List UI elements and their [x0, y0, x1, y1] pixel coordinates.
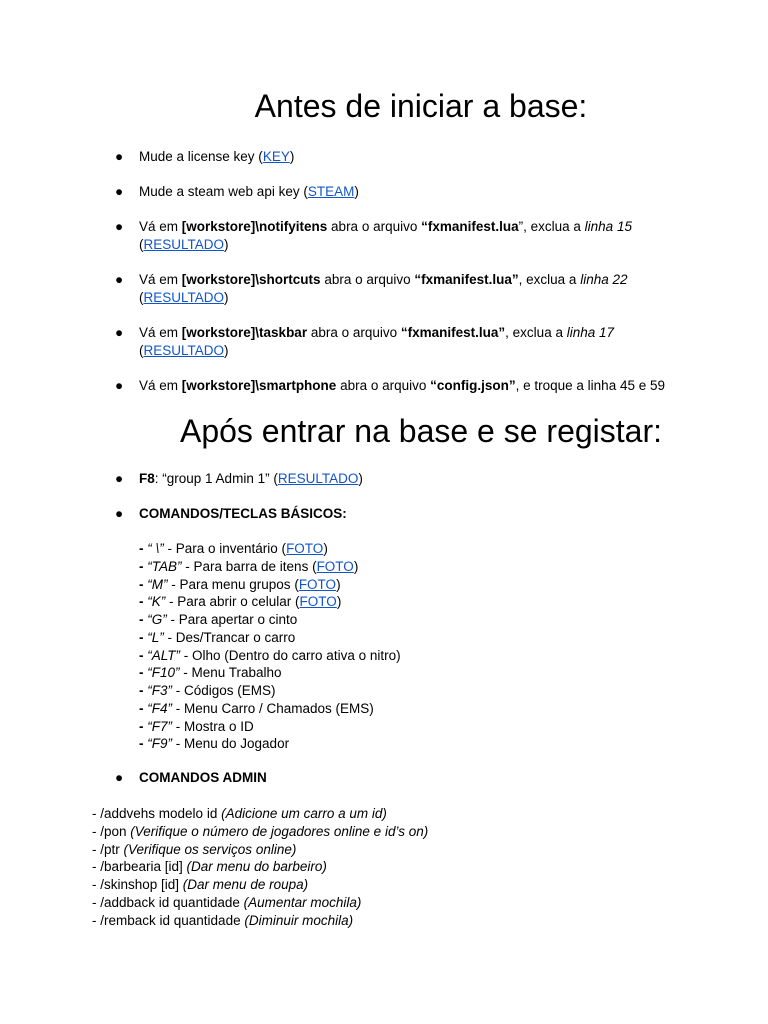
foto-link[interactable]: FOTO	[286, 541, 324, 556]
item-text: (	[139, 342, 144, 358]
command-note: (Diminuir mochila)	[244, 912, 354, 928]
command-note: (Adicione um carro a um id)	[221, 806, 387, 821]
bullet-icon: ●	[115, 149, 124, 164]
key-command-line	[139, 540, 328, 558]
key-command-line	[139, 593, 341, 611]
item-text: Mude a steam web api key (	[139, 184, 308, 199]
item-text: abra o arquivo	[307, 325, 401, 340]
item-text: )	[289, 149, 295, 164]
dash: -	[139, 736, 148, 752]
key-name: “K”	[147, 594, 166, 610]
command-note: (Verifique os serviços online)	[123, 841, 297, 857]
line-ref: linha 15	[584, 219, 632, 234]
admin-command-line	[92, 876, 308, 894]
bullet-icon: ●	[115, 471, 124, 486]
key-command-line	[139, 576, 341, 594]
command-note: (Dar menu de roupa)	[182, 877, 309, 892]
foto-link[interactable]: FOTO	[298, 576, 337, 592]
bullet-icon: ●	[115, 325, 124, 340]
bullet-icon: ●	[115, 770, 124, 785]
item-text: )	[224, 289, 229, 305]
item-text: Vá em	[139, 378, 182, 393]
heading-after-register: Após entrar na base e se registar:	[179, 413, 663, 449]
key-description: - Para apertar o cinto	[166, 612, 298, 627]
admin-command-line	[92, 894, 361, 912]
item-text: , exclua a	[518, 272, 581, 287]
resultado-link[interactable]: RESULTADO	[143, 342, 225, 358]
admin-command-line	[92, 858, 327, 876]
key-link[interactable]: KEY	[262, 149, 290, 164]
dash: -	[139, 558, 148, 574]
dash: -	[139, 647, 148, 663]
item-text: abra o arquivo	[336, 378, 431, 393]
item-text: , exclua a	[505, 325, 567, 340]
key-description: - Des/Trancar o carro	[163, 629, 296, 645]
heading-before-start: Antes de iniciar a base:	[254, 88, 588, 124]
command-text: - /addback id quantidade	[92, 894, 244, 910]
key-name: “ \”	[147, 541, 164, 556]
key-name: “G”	[147, 612, 167, 627]
steam-link[interactable]: STEAM	[307, 184, 355, 199]
item-text: Vá em	[139, 219, 182, 234]
item-text: (	[139, 289, 144, 305]
key-description: - Menu Carro / Chamados (EMS)	[172, 700, 374, 716]
file-name: “fxmanifest.lua”	[414, 272, 519, 287]
key-command-line	[139, 718, 254, 736]
key-name: “F10”	[147, 665, 180, 681]
key-command-line	[139, 647, 401, 665]
section-title: COMANDOS/TECLAS BÁSICOS:	[139, 506, 347, 521]
key-description: - Códigos (EMS)	[172, 683, 276, 698]
command-text: - /barbearia [id]	[92, 859, 187, 875]
section-title: COMANDOS ADMIN	[139, 770, 267, 785]
item-text: , e troque a linha 45 e 59	[515, 378, 665, 393]
folder-path: [workstore]\shortcuts	[181, 272, 321, 287]
key-name: “ALT”	[147, 647, 180, 663]
item-text: )	[336, 594, 342, 610]
key-description: - Olho (Dentro do carro ativa o nitro)	[180, 647, 401, 663]
key-label: F8	[139, 471, 155, 486]
folder-path: [workstore]\taskbar	[181, 325, 308, 340]
bullet-icon: ●	[115, 184, 124, 199]
foto-link[interactable]: FOTO	[316, 558, 354, 574]
key-name: “TAB”	[147, 558, 182, 574]
dash: -	[139, 541, 148, 556]
folder-path: [workstore]\notifyitens	[181, 219, 328, 234]
file-name: “config.json”	[430, 378, 516, 393]
item-text: )	[336, 576, 341, 592]
key-command-line	[139, 735, 289, 753]
key-description: - Para o inventário (	[163, 541, 287, 556]
item-text: )	[323, 541, 328, 556]
admin-command-line	[92, 823, 428, 841]
key-command-line	[139, 682, 276, 700]
admin-command-line	[92, 912, 353, 930]
key-command-line	[139, 558, 358, 576]
key-description: - Mostra o ID	[172, 718, 254, 734]
key-name: “F4”	[147, 700, 172, 716]
item-text: abra o arquivo	[320, 272, 415, 287]
key-command-line	[139, 700, 374, 718]
key-description: - Para barra de itens (	[181, 558, 317, 574]
dash: -	[139, 576, 148, 592]
item-text: Mude a license key (	[139, 149, 263, 164]
item-text: abra o arquivo	[327, 219, 422, 234]
key-description: - Menu Trabalho	[179, 665, 282, 681]
bullet-icon: ●	[115, 272, 124, 287]
command-text: - /addvehs modelo id	[92, 806, 222, 821]
dash: -	[139, 612, 148, 627]
key-description: - Menu do Jogador	[172, 736, 290, 752]
key-command-line	[139, 629, 295, 647]
bullet-icon: ●	[115, 506, 124, 521]
key-name: “M”	[147, 576, 168, 592]
item-text: )	[353, 558, 359, 574]
key-name: “F7”	[147, 718, 172, 734]
key-description: - Para menu grupos (	[167, 576, 299, 592]
file-name: “fxmanifest.lua	[421, 219, 519, 234]
line-ref: linha 22	[580, 272, 628, 287]
command-text: - /skinshop [id]	[92, 877, 183, 892]
key-command-line	[139, 664, 282, 682]
bullet-icon: ●	[115, 219, 124, 234]
key-name: “F3”	[147, 683, 172, 698]
admin-command-line	[92, 841, 296, 859]
dash: -	[139, 683, 148, 698]
command-note: (Verifique o número de jogadores online e id’s on)	[130, 823, 429, 839]
line-ref: linha 17	[566, 325, 615, 340]
key-name: “F9”	[147, 736, 172, 752]
foto-link[interactable]: FOTO	[299, 594, 337, 610]
dash: -	[139, 700, 148, 716]
item-text: )	[224, 236, 229, 252]
command-text: - /pon	[92, 823, 131, 839]
command-text: - /ptr	[92, 841, 124, 857]
file-name: “fxmanifest.lua”	[400, 325, 506, 340]
item-text: )	[358, 471, 363, 486]
folder-path: [workstore]\smartphone	[181, 378, 337, 393]
command-note: (Dar menu do barbeiro)	[186, 859, 327, 875]
resultado-link[interactable]: RESULTADO	[143, 236, 225, 252]
command-text: - /remback id quantidade	[92, 912, 245, 928]
resultado-link[interactable]: RESULTADO	[277, 471, 359, 486]
dash: -	[139, 629, 148, 645]
admin-command-line	[92, 805, 387, 823]
command-note: (Aumentar mochila)	[243, 894, 362, 910]
key-description: - Para abrir o celular (	[165, 594, 300, 610]
item-text: Vá em	[139, 272, 182, 287]
bullet-icon: ●	[115, 378, 124, 393]
item-text: Vá em	[139, 325, 182, 340]
item-text: ”, exclua a	[518, 219, 585, 234]
item-text: : “group 1 Admin 1” (	[154, 471, 278, 486]
item-text: )	[354, 184, 359, 199]
item-text: (	[139, 236, 144, 252]
dash: -	[139, 665, 148, 681]
key-name: “L”	[147, 629, 164, 645]
resultado-link[interactable]: RESULTADO	[143, 289, 225, 305]
key-command-line	[139, 611, 297, 629]
dash: -	[139, 594, 148, 610]
dash: -	[139, 718, 148, 734]
item-text: )	[224, 342, 229, 358]
